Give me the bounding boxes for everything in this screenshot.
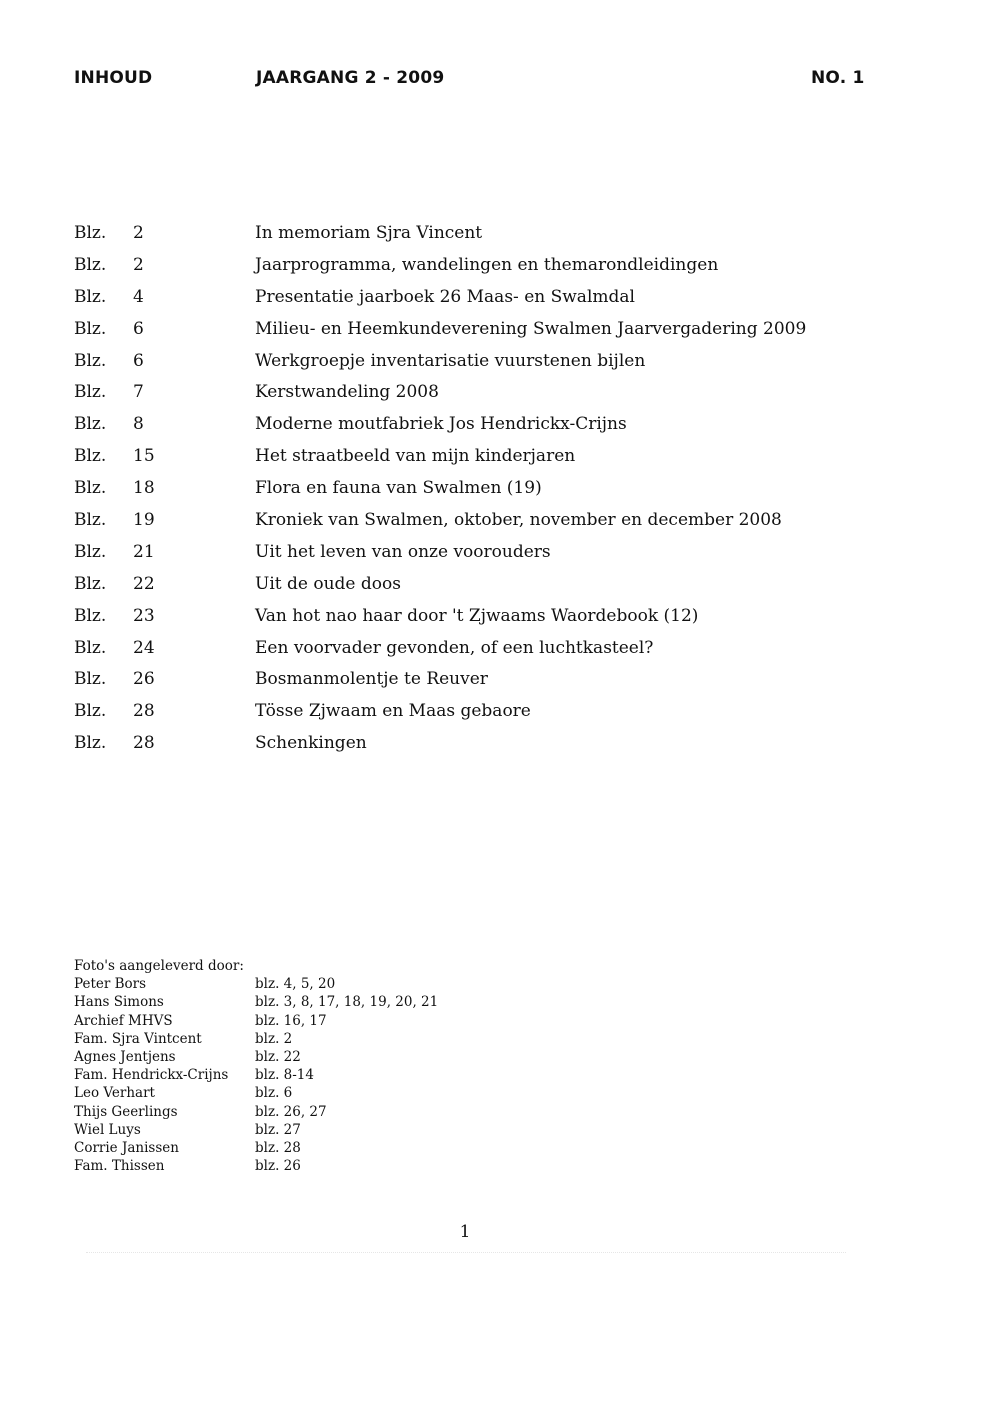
toc-entry-title: Milieu- en Heemkundeverening Swalmen Jaarvergadering 2009 — [255, 318, 807, 339]
toc-entry-page: 2 — [133, 254, 144, 275]
photo-credit-entry — [0, 1121, 1000, 1139]
toc-entry-title: Uit het leven van onze voorouders — [255, 541, 551, 562]
toc-entry-page: 28 — [133, 733, 155, 754]
toc-entry-prefix: Blz. — [74, 510, 107, 531]
photo-credits-list — [0, 975, 1000, 1175]
photo-credit-entry — [0, 1048, 1000, 1066]
toc-entry — [0, 666, 1000, 698]
toc-entry-prefix: Blz. — [74, 573, 107, 594]
photo-credit-name: Corrie Janissen — [74, 1139, 179, 1156]
photo-credit-pages: blz. 8-14 — [255, 1067, 314, 1084]
toc-entry — [0, 252, 1000, 284]
issue-number: NO. 1 — [811, 68, 865, 88]
photo-credit-pages: blz. 26 — [255, 1158, 301, 1175]
toc-entry — [0, 379, 1000, 411]
photo-credit-name: Leo Verhart — [74, 1085, 155, 1102]
toc-entry — [0, 316, 1000, 348]
photo-credit-entry — [0, 1084, 1000, 1102]
photo-credit-name: Thijs Geerlings — [74, 1103, 178, 1120]
toc-entry-title: Jaarprogramma, wandelingen en themarondleidingen — [255, 254, 719, 275]
volume-label: JAARGANG 2 - 2009 — [256, 68, 445, 88]
photo-credit-name: Archief MHVS — [74, 1012, 173, 1029]
photo-credit-pages: blz. 3, 8, 17, 18, 19, 20, 21 — [255, 994, 439, 1011]
toc-entry-title: Het straatbeeld van mijn kinderjaren — [255, 446, 576, 467]
toc-entry-prefix: Blz. — [74, 701, 107, 722]
photo-credit-pages: blz. 22 — [255, 1048, 301, 1065]
photo-credit-pages: blz. 16, 17 — [255, 1012, 327, 1029]
photo-credit-entry — [0, 1030, 1000, 1048]
toc-entry — [0, 730, 1000, 762]
photo-credit-entry — [0, 1066, 1000, 1084]
photo-credit-name: Fam. Thissen — [74, 1158, 165, 1175]
toc-entry-prefix: Blz. — [74, 637, 107, 658]
photo-credit-name: Agnes Jentjens — [74, 1048, 176, 1065]
toc-entry-title: Een voorvader gevonden, of een luchtkasteel? — [255, 637, 654, 658]
toc-entry-title: Tösse Zjwaam en Maas gebaore — [255, 701, 531, 722]
photo-credit-pages: blz. 2 — [255, 1030, 293, 1047]
page-number: 1 — [459, 1222, 471, 1242]
toc-entry-page: 15 — [133, 446, 155, 467]
toc-entry — [0, 539, 1000, 571]
toc-entry-page: 7 — [133, 382, 144, 403]
toc-entry-page: 8 — [133, 414, 144, 435]
photo-credit-entry — [0, 1103, 1000, 1121]
toc-entry — [0, 284, 1000, 316]
toc-entry-page: 21 — [133, 541, 155, 562]
toc-entry-title: Kroniek van Swalmen, oktober, november en december 2008 — [255, 510, 782, 531]
photo-credit-pages: blz. 6 — [255, 1085, 293, 1102]
toc-entry — [0, 348, 1000, 380]
toc-entry-prefix: Blz. — [74, 254, 107, 275]
toc-entry — [0, 411, 1000, 443]
toc-entry — [0, 475, 1000, 507]
toc-entry — [0, 635, 1000, 667]
toc-entry — [0, 698, 1000, 730]
photo-credit-entry — [0, 975, 1000, 993]
toc-entry-prefix: Blz. — [74, 414, 107, 435]
toc-entry-title: In memoriam Sjra Vincent — [255, 223, 483, 243]
photo-credit-pages: blz. 26, 27 — [255, 1103, 327, 1120]
toc-entry-page: 23 — [133, 605, 155, 626]
photo-credit-pages: blz. 4, 5, 20 — [255, 976, 336, 993]
toc-entry — [0, 220, 1000, 252]
section-title: INHOUD — [74, 68, 153, 88]
photo-credit-entry — [0, 1157, 1000, 1175]
toc-entry-title: Kerstwandeling 2008 — [255, 382, 439, 403]
toc-entry-page: 6 — [133, 318, 144, 339]
toc-entry — [0, 603, 1000, 635]
toc-entry-prefix: Blz. — [74, 382, 107, 403]
photo-credit-name: Hans Simons — [74, 994, 164, 1011]
toc-entry — [0, 571, 1000, 603]
footer-divider — [86, 1252, 846, 1253]
toc-entry-title: Schenkingen — [255, 733, 367, 754]
toc-entry-prefix: Blz. — [74, 478, 107, 499]
toc-entry-page: 18 — [133, 478, 155, 499]
toc-entry-page: 22 — [133, 573, 155, 594]
photo-credit-entry — [0, 993, 1000, 1011]
toc-entry-title: Uit de oude doos — [255, 573, 401, 594]
toc-entry-page: 26 — [133, 669, 155, 690]
toc-entry-page: 6 — [133, 350, 144, 371]
toc-entry-title: Bosmanmolentje te Reuver — [255, 669, 488, 690]
toc-entry-page: 4 — [133, 286, 144, 307]
photo-credit-name: Peter Bors — [74, 976, 147, 993]
toc-entry-title: Moderne moutfabriek Jos Hendrickx-Crijns — [255, 414, 627, 435]
toc-entry-prefix: Blz. — [74, 223, 107, 243]
photo-credit-name: Fam. Sjra Vintcent — [74, 1030, 202, 1047]
toc-entry-title: Werkgroepje inventarisatie vuurstenen bijlen — [255, 350, 646, 371]
toc-entry — [0, 443, 1000, 475]
toc-entry-page: 24 — [133, 637, 155, 658]
toc-entry-title: Presentatie jaarboek 26 Maas- en Swalmdal — [255, 286, 635, 307]
toc-entry-prefix: Blz. — [74, 318, 107, 339]
toc-entry-title: Flora en fauna van Swalmen (19) — [255, 478, 542, 499]
toc-entry-prefix: Blz. — [74, 733, 107, 754]
toc-entry-prefix: Blz. — [74, 350, 107, 371]
toc-entry-prefix: Blz. — [74, 669, 107, 690]
toc-entry — [0, 507, 1000, 539]
toc-entry-page: 28 — [133, 701, 155, 722]
toc-entry-page: 2 — [133, 223, 144, 243]
toc-entry-prefix: Blz. — [74, 286, 107, 307]
page-header — [0, 68, 1000, 94]
toc-entry-prefix: Blz. — [74, 541, 107, 562]
photo-credit-pages: blz. 27 — [255, 1121, 301, 1138]
table-of-contents — [0, 220, 1000, 762]
toc-entry-prefix: Blz. — [74, 605, 107, 626]
toc-entry-prefix: Blz. — [74, 446, 107, 467]
photo-credit-entry — [0, 1012, 1000, 1030]
toc-entry-title: Van hot nao haar door 't Zjwaams Waordebook (12) — [255, 605, 699, 626]
toc-entry-page: 19 — [133, 510, 155, 531]
photo-credit-pages: blz. 28 — [255, 1139, 301, 1156]
photo-credits-heading: Foto's aangeleverd door: — [74, 958, 244, 974]
photo-credit-name: Wiel Luys — [74, 1121, 141, 1138]
photo-credit-entry — [0, 1139, 1000, 1157]
photo-credit-name: Fam. Hendrickx-Crijns — [74, 1067, 229, 1084]
